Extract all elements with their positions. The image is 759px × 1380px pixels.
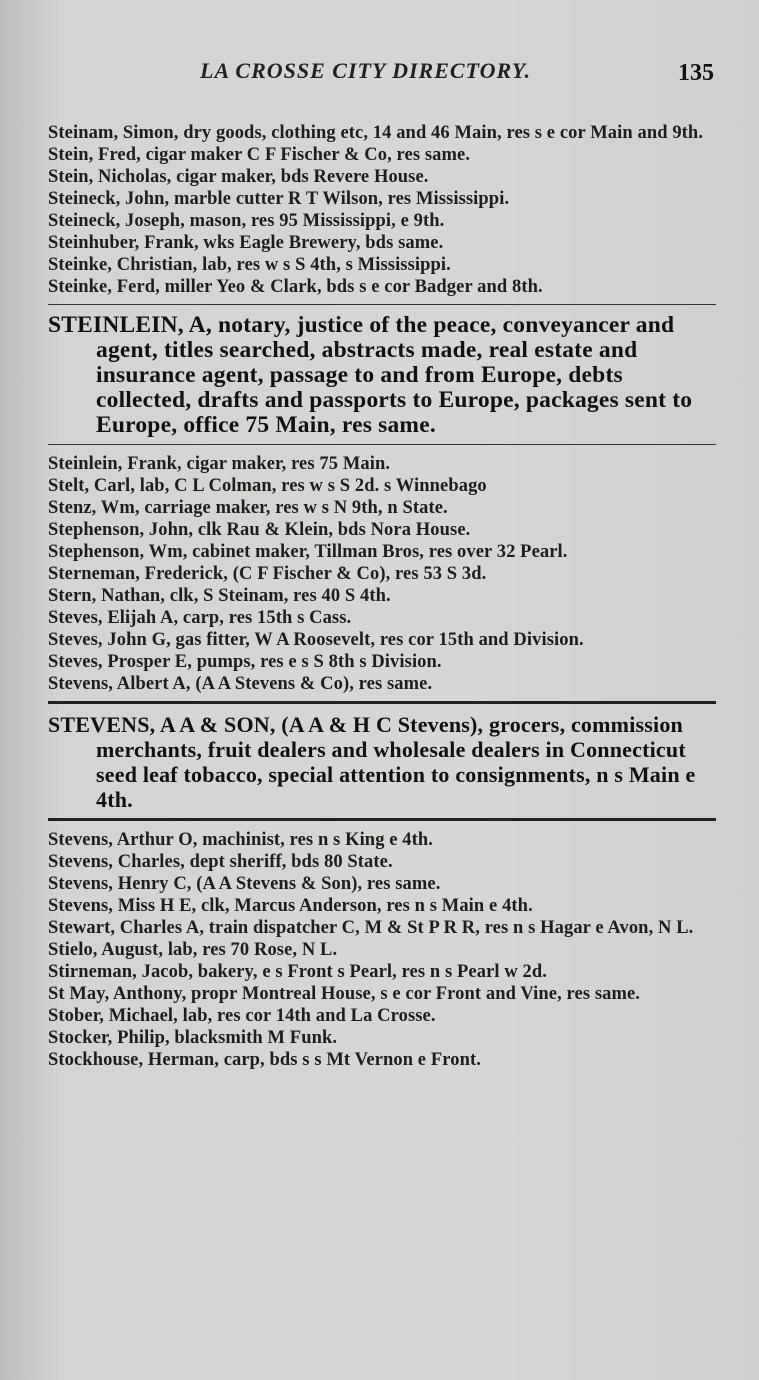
entry-group-3: [48, 829, 716, 1071]
page-number: 135: [678, 60, 714, 86]
divider-rule: [48, 304, 716, 305]
directory-entry: Stocker, Philip, blacksmith M Funk.: [48, 1028, 338, 1048]
page-header: [0, 56, 759, 92]
directory-entry: Steves, John G, gas fitter, W A Roosevelt, res cor 15th and Division.: [48, 630, 584, 650]
directory-entry: Steineck, John, marble cutter R T Wilson, res Mississippi.: [48, 189, 510, 209]
directory-entry: Stirneman, Jacob, bakery, e s Front s Pearl, res n s Pearl w 2d.: [48, 962, 548, 982]
advertisement-steinlein: STEINLEIN, A, notary, justice of the peace, conveyancer and agent, titles searched, abstracts made, real estate and insurance agent, passage to and from Europe, debts collected, drafts and passports to Europe, packages sent to Europe, office 75 Main, res same.: [48, 312, 693, 438]
running-head: LA CROSSE CITY DIRECTORY.: [200, 58, 532, 83]
directory-entry: Sterneman, Frederick, (C F Fischer & Co), res 53 S 3d.: [48, 564, 487, 584]
directory-entry: Stewart, Charles A, train dispatcher C, M & St P R R, res n s Hagar e Avon, N L.: [48, 918, 694, 938]
advertisement-stevens: STEVENS, A A & SON, (A A & H C Stevens), grocers, commission merchants, fruit dealers and wholesale dealers in Connecticut seed leaf tobacco, special attention to consignments, n s Main e 4th.: [48, 712, 696, 812]
directory-entry: Stielo, August, lab, res 70 Rose, N L.: [48, 940, 338, 960]
directory-entry: St May, Anthony, propr Montreal House, s e cor Front and Vine, res same.: [48, 984, 641, 1004]
divider-rule: [48, 444, 716, 445]
directory-entry: Stein, Nicholas, cigar maker, bds Revere House.: [48, 167, 429, 187]
directory-entry: Stephenson, John, clk Rau & Klein, bds Nora House.: [48, 520, 471, 540]
directory-entry: Steinke, Christian, lab, res w s S 4th, s Mississippi.: [48, 255, 451, 275]
directory-entry: Steinhuber, Frank, wks Eagle Brewery, bds same.: [48, 233, 444, 253]
directory-entry: Stevens, Miss H E, clk, Marcus Anderson, res n s Main e 4th.: [48, 896, 533, 916]
directory-entry: Stenz, Wm, carriage maker, res w s N 9th, n State.: [48, 498, 448, 518]
directory-entry: Stevens, Henry C, (A A Stevens & Son), res same.: [48, 874, 441, 894]
directory-entry: Stephenson, Wm, cabinet maker, Tillman Bros, res over 32 Pearl.: [48, 542, 568, 562]
directory-entry: Stevens, Charles, dept sheriff, bds 80 State.: [48, 852, 393, 872]
directory-entry: Stevens, Albert A, (A A Stevens & Co), res same.: [48, 674, 433, 694]
directory-entry: Steinke, Ferd, miller Yeo & Clark, bds s e cor Badger and 8th.: [48, 277, 543, 297]
directory-entry: Stober, Michael, lab, res cor 14th and La Crosse.: [48, 1006, 436, 1026]
divider-rule: [48, 701, 716, 704]
directory-entries: [48, 122, 716, 1071]
directory-entry: Stockhouse, Herman, carp, bds s s Mt Vernon e Front.: [48, 1050, 481, 1070]
directory-entry: Stein, Fred, cigar maker C F Fischer & Co, res same.: [48, 145, 471, 165]
divider-rule: [48, 818, 716, 821]
directory-entry: Steinlein, Frank, cigar maker, res 75 Main.: [48, 454, 391, 474]
directory-entry: Stelt, Carl, lab, C L Colman, res w s S 2d. s Winnebago: [48, 476, 487, 496]
directory-entry: Stern, Nathan, clk, S Steinam, res 40 S 4th.: [48, 586, 391, 606]
directory-entry: Steinam, Simon, dry goods, clothing etc, 14 and 46 Main, res s e cor Main and 9th.: [48, 123, 704, 143]
directory-entry: Steves, Prosper E, pumps, res e s S 8th s Division.: [48, 652, 442, 672]
entry-group-2: [48, 453, 716, 695]
directory-entry: Steineck, Joseph, mason, res 95 Mississippi, e 9th.: [48, 211, 445, 231]
directory-entry: Stevens, Arthur O, machinist, res n s King e 4th.: [48, 830, 434, 850]
directory-entry: Steves, Elijah A, carp, res 15th s Cass.: [48, 608, 352, 628]
entry-group-1: [48, 122, 716, 298]
